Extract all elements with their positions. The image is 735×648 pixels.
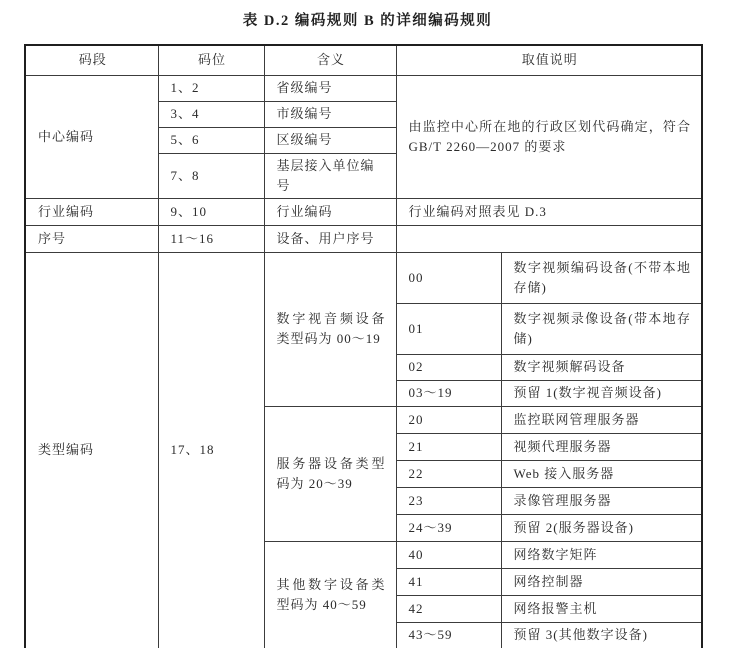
- table-row: [25, 225, 702, 252]
- meaning-cell: 省级编号: [264, 75, 396, 101]
- desc-cell: 数字视频录像设备(带本地存储): [501, 303, 702, 354]
- segment-type-code: 类型编码: [25, 252, 158, 648]
- code-cell: 43～59: [396, 622, 501, 648]
- code-cell: 00: [396, 252, 501, 303]
- type-group-servers: 服务器设备类型码为 20～39: [264, 406, 396, 541]
- desc-cell: 网络报警主机: [501, 595, 702, 622]
- desc-cell: 视频代理服务器: [501, 433, 702, 460]
- desc-cell: 网络数字矩阵: [501, 541, 702, 568]
- coding-rules-table: [24, 44, 703, 648]
- desc-cell: 数字视频编码设备(不带本地存储): [501, 252, 702, 303]
- desc-cell: Web 接入服务器: [501, 460, 702, 487]
- pos-cell: 3、4: [158, 101, 264, 127]
- pos-cell: 11～16: [158, 225, 264, 252]
- code-cell: 42: [396, 595, 501, 622]
- desc-cell: 预留 3(其他数字设备): [501, 622, 702, 648]
- col-header-value-note: 取值说明: [396, 45, 702, 75]
- pos-cell: 5、6: [158, 127, 264, 153]
- desc-cell: 数字视频解码设备: [501, 354, 702, 380]
- col-header-meaning: 含义: [264, 45, 396, 75]
- desc-cell: 录像管理服务器: [501, 487, 702, 514]
- code-cell: 21: [396, 433, 501, 460]
- table-row: [25, 252, 702, 303]
- pos-cell: 7、8: [158, 153, 264, 198]
- col-header-segment: 码段: [25, 45, 158, 75]
- code-cell: 40: [396, 541, 501, 568]
- center-code-value-note: 由监控中心所在地的行政区划代码确定，符合 GB/T 2260—2007 的要求: [396, 75, 702, 198]
- code-cell: 03～19: [396, 380, 501, 406]
- pos-cell: 1、2: [158, 75, 264, 101]
- code-cell: 41: [396, 568, 501, 595]
- meaning-cell: 基层接入单位编号: [264, 153, 396, 198]
- table-row: [25, 198, 702, 225]
- code-cell: 22: [396, 460, 501, 487]
- meaning-cell: 市级编号: [264, 101, 396, 127]
- code-cell: 02: [396, 354, 501, 380]
- meaning-cell: 区级编号: [264, 127, 396, 153]
- meaning-cell: 设备、用户序号: [264, 225, 396, 252]
- desc-cell: 预留 2(服务器设备): [501, 514, 702, 541]
- header-row: [25, 45, 702, 75]
- desc-cell: 预留 1(数字视音频设备): [501, 380, 702, 406]
- code-cell: 24～39: [396, 514, 501, 541]
- pos-cell: 17、18: [158, 252, 264, 648]
- desc-cell: 监控联网管理服务器: [501, 406, 702, 433]
- code-cell: 20: [396, 406, 501, 433]
- serial-value-note: [396, 225, 702, 252]
- meaning-cell: 行业编码: [264, 198, 396, 225]
- pos-cell: 9、10: [158, 198, 264, 225]
- code-cell: 23: [396, 487, 501, 514]
- table-title: 表 D.2 编码规则 B 的详细编码规则: [242, 13, 493, 29]
- segment-serial: 序号: [25, 225, 158, 252]
- desc-cell: 网络控制器: [501, 568, 702, 595]
- segment-industry-code: 行业编码: [25, 198, 158, 225]
- segment-center-code: 中心编码: [25, 75, 158, 198]
- col-header-position: 码位: [158, 45, 264, 75]
- code-cell: 01: [396, 303, 501, 354]
- table-row: [25, 75, 702, 101]
- industry-code-value-note: 行业编码对照表见 D.3: [396, 198, 702, 225]
- type-group-av-devices: 数字视音频设备类型码为 00～19: [264, 252, 396, 406]
- type-group-other-devices: 其他数字设备类型码为 40～59: [264, 541, 396, 648]
